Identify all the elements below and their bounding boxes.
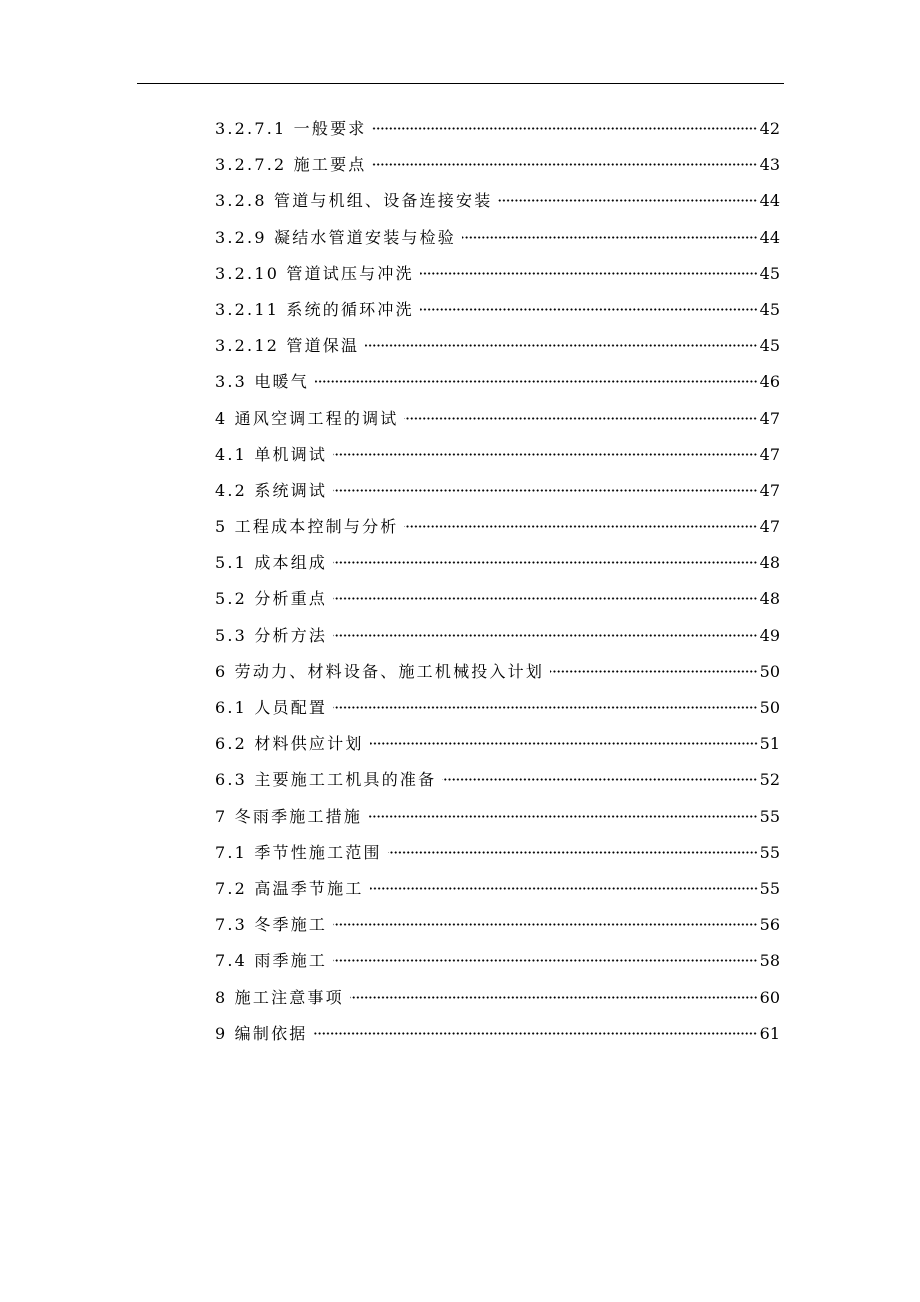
toc-entry-title: 6 劳动力、材料设备、施工机械投入计划 [215, 661, 545, 681]
toc-entry-page-number: 51 [759, 734, 780, 754]
toc-entry-title: 3.2.7.2 施工要点 [215, 155, 367, 175]
dot-leader [333, 489, 758, 492]
toc-entry-title: 7.4 雨季施工 [215, 951, 328, 971]
toc-entry-page-number: 48 [759, 553, 780, 573]
toc-entry-page-number: 47 [759, 408, 780, 428]
toc-entry-page-number: 58 [759, 951, 780, 971]
table-of-contents [215, 117, 780, 1058]
dot-leader [368, 815, 758, 818]
toc-entry-title: 4.2 系统调试 [215, 480, 328, 500]
toc-entry-page-number: 45 [759, 336, 780, 356]
toc-entry-title: 7.1 季节性施工范围 [215, 842, 382, 862]
toc-entry[interactable] [215, 226, 780, 262]
toc-entry-page-number: 50 [759, 661, 780, 681]
dot-leader [315, 380, 758, 383]
toc-entry[interactable] [215, 877, 780, 913]
dot-leader [333, 453, 758, 456]
toc-entry-title: 7.2 高温季节施工 [215, 878, 364, 898]
dot-leader [333, 706, 758, 709]
header-rule [137, 83, 784, 84]
toc-entry-title: 5 工程成本控制与分析 [215, 517, 399, 537]
toc-entry-title: 6.2 材料供应计划 [215, 734, 364, 754]
toc-entry-page-number: 55 [759, 806, 780, 826]
dot-leader [370, 887, 758, 890]
dot-leader [498, 199, 757, 202]
toc-entry-page-number: 55 [759, 842, 780, 862]
toc-entry[interactable] [215, 768, 780, 804]
dot-leader [462, 236, 758, 239]
toc-entry-title: 8 施工注意事项 [215, 987, 344, 1007]
dot-leader [404, 525, 757, 528]
toc-entry[interactable] [215, 479, 780, 515]
toc-entry[interactable] [215, 732, 780, 768]
toc-entry[interactable] [215, 370, 780, 406]
toc-entry-title: 3.2.11 系统的循环冲洗 [215, 299, 414, 319]
toc-entry-page-number: 47 [759, 444, 780, 464]
toc-entry-title: 6.1 人员配置 [215, 698, 328, 717]
toc-entry[interactable] [215, 587, 780, 623]
toc-entry-page-number: 50 [759, 698, 780, 717]
toc-entry-page-number: 48 [759, 589, 780, 609]
toc-entry[interactable] [215, 805, 780, 841]
dot-leader [370, 742, 758, 745]
toc-entry-title: 3.2.7.1 一般要求 [215, 119, 367, 138]
toc-entry[interactable] [215, 913, 780, 949]
toc-entry[interactable] [215, 551, 780, 587]
toc-entry[interactable] [215, 407, 780, 443]
toc-entry-title: 3.2.9 凝结水管道安装与检验 [215, 227, 456, 247]
toc-entry[interactable] [215, 334, 780, 370]
toc-entry[interactable] [215, 515, 780, 551]
toc-entry[interactable] [215, 262, 780, 298]
toc-entry-page-number: 42 [759, 119, 780, 138]
dot-leader [333, 634, 758, 637]
toc-entry-title: 4 通风空调工程的调试 [215, 408, 399, 428]
toc-entry-title: 5.2 分析重点 [215, 589, 328, 609]
toc-entry-page-number: 60 [759, 987, 780, 1007]
toc-entry[interactable] [215, 189, 780, 225]
dot-leader [350, 996, 758, 999]
toc-entry-page-number: 61 [759, 1023, 780, 1043]
toc-entry[interactable] [215, 624, 780, 660]
toc-entry-page-number: 52 [759, 770, 780, 790]
toc-entry-title: 6.3 主要施工工机具的准备 [215, 770, 437, 790]
toc-entry-page-number: 45 [759, 263, 780, 283]
toc-entry-title: 7.3 冬季施工 [215, 915, 328, 935]
toc-entry[interactable] [215, 443, 780, 479]
toc-entry-title: 3.3 电暖气 [215, 372, 309, 392]
toc-entry[interactable] [215, 660, 780, 696]
dot-leader [404, 417, 757, 420]
dot-leader [333, 923, 758, 926]
toc-entry-page-number: 45 [759, 299, 780, 319]
toc-entry[interactable] [215, 153, 780, 189]
toc-entry[interactable] [215, 949, 780, 985]
toc-entry-title: 5.1 成本组成 [215, 553, 328, 573]
toc-entry[interactable] [215, 696, 780, 732]
toc-entry[interactable] [215, 117, 780, 153]
dot-leader [420, 272, 758, 275]
dot-leader [365, 344, 757, 347]
toc-entry-title: 9 编制依据 [215, 1023, 308, 1043]
toc-entry[interactable] [215, 986, 780, 1022]
toc-entry-title: 3.2.12 管道保温 [215, 336, 360, 356]
toc-entry-page-number: 55 [759, 878, 780, 898]
toc-entry-page-number: 56 [759, 915, 780, 935]
toc-entry-title: 3.2.10 管道试压与冲洗 [215, 263, 414, 283]
toc-entry-page-number: 47 [759, 517, 780, 537]
dot-leader [550, 670, 758, 673]
dot-leader [442, 778, 757, 781]
toc-entry-page-number: 44 [759, 191, 780, 211]
toc-entry-page-number: 46 [759, 372, 780, 392]
toc-entry-page-number: 47 [759, 480, 780, 500]
dot-leader [333, 597, 758, 600]
toc-entry-page-number: 44 [759, 227, 780, 247]
toc-entry[interactable] [215, 1022, 780, 1058]
toc-entry[interactable] [215, 298, 780, 334]
toc-entry-page-number: 49 [759, 625, 780, 645]
toc-entry-title: 7 冬雨季施工措施 [215, 806, 363, 826]
toc-entry-title: 4.1 单机调试 [215, 444, 328, 464]
dot-leader [372, 163, 757, 166]
dot-leader [333, 959, 758, 962]
dot-leader [388, 851, 758, 854]
toc-entry-title: 3.2.8 管道与机组、设备连接安装 [215, 191, 493, 211]
dot-leader [313, 1032, 757, 1035]
toc-entry-page-number: 43 [759, 155, 780, 175]
dot-leader [420, 308, 758, 311]
dot-leader [372, 127, 757, 130]
toc-entry[interactable] [215, 841, 780, 877]
toc-entry-title: 5.3 分析方法 [215, 625, 328, 645]
dot-leader [333, 561, 758, 564]
